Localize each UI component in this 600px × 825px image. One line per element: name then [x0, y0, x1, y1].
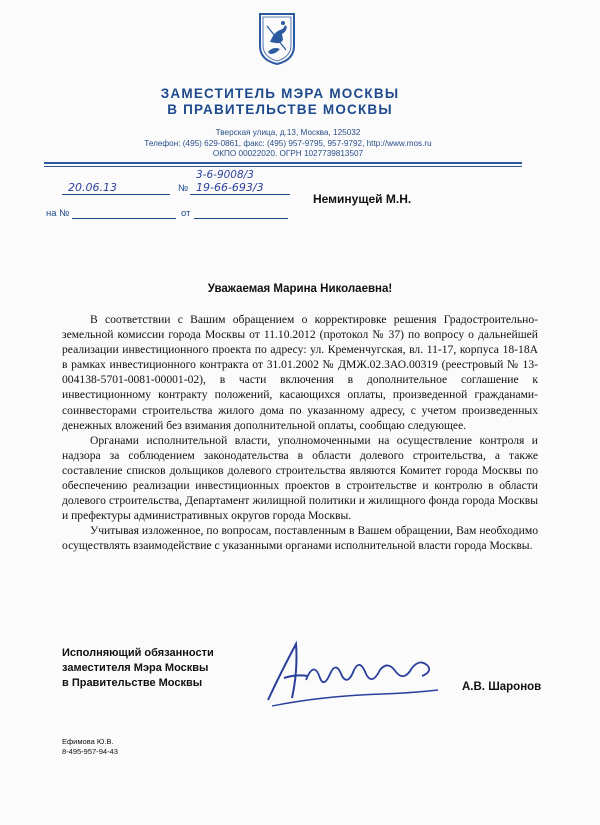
body-paragraph-1: В соответствии с Вашим обращением о корректировке решения Градостроительно-земельной комиссии города Москвы от 11.10.2012 (протокол № 37) по вопросу о дальнейшей реализации инвестиционного проекта по адресу: ул. Кременчугская, вл. 11-17, корпуса 18-18А в рамках инвестиционного контракта от 31.01.2002 № ДМЖ.02.ЗАО.00319 (реестровый № 13-004138-5701-0081-00001-02), в части включения в дополнительное соглашение к инвестиционному контракту положений, касающихся оплаты, произведенной гражданами-соинвесторами строительства жилого дома по указанному адресу, с учетом произведенных денежных вложений без взимания дополнительной оплаты, сообщаю следующее.: [62, 313, 538, 432]
signatory-name: А.В. Шаронов: [462, 681, 542, 693]
ref-from-underline: [194, 218, 288, 219]
signatory-title-line-1: Исполняющий обязанности: [62, 647, 214, 659]
body-paragraph-3: Учитывая изложенное, по вопросам, поставленным в Вашем обращении, Вам необходимо осуществлять взаимодействие с указанными органами исполнительной власти города Москвы.: [62, 524, 538, 553]
letter-body: [62, 312, 538, 554]
executor-name: Ефимова Ю.В.: [62, 737, 114, 746]
moscow-coat-of-arms-icon: [258, 12, 296, 66]
date-handwritten: 20.06.13: [68, 181, 117, 194]
org-line-1: ЗАМЕСТИТЕЛЬ МЭРА МОСКВЫ: [160, 86, 400, 101]
number-top-handwritten: 3-6-9008/3: [196, 169, 254, 181]
number-underline: [190, 194, 290, 195]
codes-line: ОКПО 00022020. ОГРН 1027739813507: [212, 149, 364, 158]
ref-from-label: от: [181, 208, 191, 219]
number-label: №: [178, 183, 189, 194]
number-handwritten: 19-66-693/3: [196, 181, 264, 194]
letterhead-org: [130, 86, 430, 118]
org-line-2: В ПРАВИТЕЛЬСТВЕ МОСКВЫ: [167, 102, 393, 117]
executor-info: [62, 737, 118, 757]
greeting: Уважаемая Марина Николаевна!: [207, 283, 393, 295]
letterhead-address: [108, 128, 468, 160]
ref-label: на №: [46, 208, 70, 219]
executor-phone: 8-495-957-94-43: [62, 747, 118, 756]
signatory-title: [62, 646, 214, 691]
phones-line: Телефон: (495) 629-0861, факс: (495) 957-9795, 957-9792, http://www.mos.ru: [144, 138, 432, 148]
signatory-title-line-3: в Правительстве Москвы: [62, 677, 203, 689]
recipient: Неминущей М.Н.: [313, 192, 412, 206]
handwritten-signature: [262, 630, 452, 710]
letterhead-rule: [44, 162, 522, 164]
body-paragraph-2: Органами исполнительной власти, уполномоченными на осуществление контроля и надзора за соблюдением законодательства в области долевого строительства, а также составление списков дольщиков долевого строительства являются Комитет города Москвы по обеспечению реализации инвестиционных проектов в строительстве и контролю в области долевого строительства, Департамент жилищной политики и жилищного фонда города Москвы и префектуры административных округов города Москвы.: [62, 433, 538, 523]
date-underline: [62, 194, 170, 195]
address-line: Тверская улица, д.13, Москва, 125032: [215, 128, 361, 137]
letterhead-rule-thin: [44, 166, 522, 167]
signatory-title-line-2: заместителя Мэра Москвы: [62, 662, 209, 674]
ref-underline: [72, 218, 176, 219]
